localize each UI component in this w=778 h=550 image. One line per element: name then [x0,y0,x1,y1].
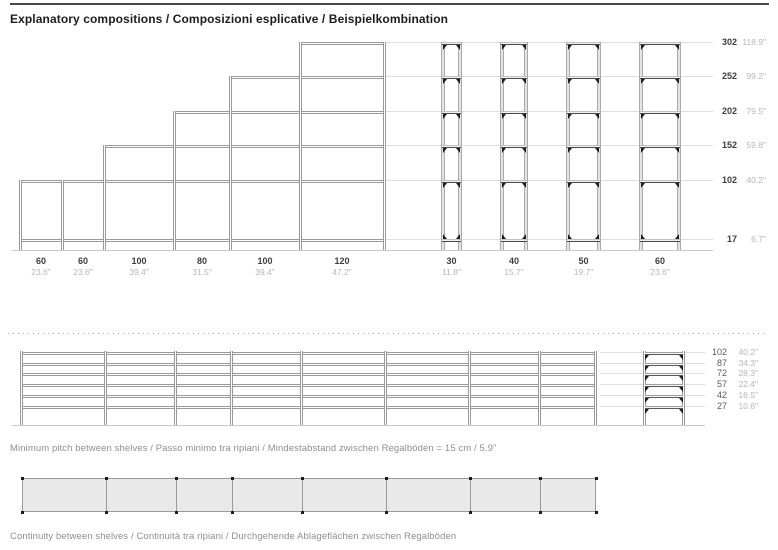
strip-divider [232,478,233,512]
height-label-inch: 16.5" [738,390,758,400]
corner-bracket-icon [645,376,649,381]
corner-bracket-icon [675,79,679,84]
height-label-cm: 302 [721,36,737,47]
width-label-cm: 60 [654,256,665,266]
corner-bracket-icon [568,45,572,50]
height-label-cm: 72 [716,368,727,378]
corner-bracket-icon [502,183,506,188]
corner-bracket-icon [522,45,526,50]
corner-bracket-icon [502,114,506,119]
shelf [174,239,230,242]
shelf [62,180,104,183]
strip-divider [302,478,303,512]
side-unit-shelf [645,373,683,376]
width-label-inch: 47.2" [332,267,352,277]
shelf [21,384,595,387]
height-label-cm: 152 [721,140,737,150]
post [384,351,387,426]
dotted-divider [8,333,766,334]
shelf [21,352,595,355]
page-title: Explanatory compositions / Composizioni esplicative / Beispielkombination [10,12,449,26]
post [173,111,176,251]
ground-line [12,250,713,251]
post [20,351,23,426]
corner-bracket-icon [522,114,526,119]
tower-shelf [640,111,680,114]
post [19,180,22,251]
shelf [174,180,230,183]
strip-divider [386,478,387,512]
corner-bracket-icon [641,183,645,188]
shelf [230,145,300,148]
width-label-inch: 39.4" [255,267,275,277]
strip-dot [301,511,304,514]
caption-continuity: Continuity between shelves / Continuità tra ripiani / Durchgehende Ablageflächen zwischen Regalböden [10,531,457,542]
tower-shelf [640,145,680,148]
caption-minimum-pitch: Minimum pitch between shelves / Passo minimo tra ripiani / Mindestabstand zwischen Regalböden = 15 cm / 5.9" [10,443,497,454]
strip-dot [21,477,24,480]
strip-dot [105,511,108,514]
width-label-cm: 120 [334,256,350,266]
shelf [62,239,104,242]
tower-shelf [640,76,680,79]
shelf [104,180,174,183]
post [383,42,386,251]
shelf [21,406,595,409]
width-label-cm: 60 [35,256,46,266]
height-label-inch: 6.7" [751,233,766,244]
width-label-inch: 11.8" [442,267,461,277]
strip-divider [470,478,471,512]
corner-bracket-icon [522,234,526,239]
shelf [300,76,384,79]
corner-bracket-icon [522,183,526,188]
height-label-inch: 40.2" [738,346,758,357]
corner-bracket-icon [595,114,599,119]
tower-shelf [442,239,461,242]
shelf [300,145,384,148]
width-label-cm: 100 [131,256,147,266]
corner-bracket-icon [443,79,447,84]
corner-bracket-icon [502,79,506,84]
post [594,351,597,426]
side-unit-shelf [645,384,683,387]
corner-bracket-icon [456,79,460,84]
shelf [21,363,595,366]
shelf [300,180,384,183]
side-unit-shelf [645,406,683,409]
tower-shelf [640,180,680,183]
height-label-cm: 17 [726,233,737,244]
strip-dot [469,477,472,480]
strip-dot [21,511,24,514]
strip-divider [106,478,107,512]
shelf [104,145,174,148]
tower-shelf [501,239,527,242]
post [104,351,107,426]
corner-bracket-icon [522,79,526,84]
width-label-inch: 23.6" [31,267,51,277]
corner-bracket-icon [443,45,447,50]
side-unit-shelf [645,395,683,398]
height-label-cm: 252 [721,71,737,81]
corner-bracket-icon [456,114,460,119]
height-label-cm: 87 [716,357,727,368]
width-label-cm: 100 [257,256,273,266]
shelf [300,42,384,45]
post [174,351,177,426]
corner-bracket-icon [641,45,645,50]
post [468,351,471,426]
post [230,351,233,426]
height-label-inch: 34.3" [738,357,758,368]
corner-bracket-icon [502,148,506,153]
height-label-inch: 99.2" [746,71,766,81]
width-label-cm: 40 [508,256,519,266]
tower-shelf [640,239,680,242]
corner-bracket-icon [443,148,447,153]
strip-dot [595,477,598,480]
strip-dot [231,477,234,480]
post [538,351,541,426]
strip-divider [540,478,541,512]
width-label-cm: 50 [578,256,589,266]
strip-dot [105,477,108,480]
strip-dot [385,511,388,514]
height-label-inch: 28.3" [738,368,758,378]
shelf [21,373,595,376]
strip-dot [469,511,472,514]
shelf [104,239,174,242]
strip-divider [176,478,177,512]
corner-bracket-icon [675,45,679,50]
corner-bracket-icon [595,234,599,239]
width-label-inch: 23.6" [73,267,93,277]
post [300,351,303,426]
width-label-cm: 80 [196,256,207,266]
corner-bracket-icon [502,234,506,239]
shelf [174,145,230,148]
corner-bracket-icon [641,234,645,239]
shelf [20,180,62,183]
strip-dot [231,511,234,514]
height-label-inch: 118.9" [742,36,766,47]
strip-dot [539,477,542,480]
shelf [21,395,595,398]
post [61,180,64,251]
height-label-inch: 79.5" [746,105,766,116]
corner-bracket-icon [568,79,572,84]
corner-bracket-icon [645,387,649,392]
corner-bracket-icon [502,45,506,50]
shelf [230,76,300,79]
strip-dot [539,511,542,514]
corner-bracket-icon [456,148,460,153]
width-label-inch: 15.7" [504,267,524,277]
shelf [300,111,384,114]
corner-bracket-icon [675,234,679,239]
ground-line [12,425,705,426]
corner-bracket-icon [456,45,460,50]
strip-dot [301,477,304,480]
corner-bracket-icon [675,148,679,153]
corner-bracket-icon [645,355,649,360]
corner-bracket-icon [456,234,460,239]
height-label-inch: 40.2" [746,174,766,185]
corner-bracket-icon [443,183,447,188]
corner-bracket-icon [595,148,599,153]
height-label-inch: 22.4" [738,379,758,389]
post [103,145,106,250]
corner-bracket-icon [641,114,645,119]
height-label-cm: 102 [721,174,737,185]
corner-bracket-icon [568,148,572,153]
width-label-inch: 39.4" [129,267,149,277]
corner-bracket-icon [522,148,526,153]
tower-shelf [567,239,600,242]
shelf [300,239,384,242]
corner-bracket-icon [568,234,572,239]
shelf [230,111,300,114]
height-label-cm: 42 [716,390,727,400]
side-unit-shelf [645,363,683,366]
corner-bracket-icon [641,148,645,153]
corner-bracket-icon [595,183,599,188]
corner-bracket-icon [595,79,599,84]
height-label-cm: 102 [711,346,727,357]
continuity-strip [22,478,596,512]
width-label-cm: 60 [77,256,88,266]
corner-bracket-icon [456,183,460,188]
corner-bracket-icon [568,114,572,119]
shelf [230,239,300,242]
corner-bracket-icon [675,183,679,188]
width-label-inch: 23.6" [650,267,670,277]
width-label-inch: 31.5" [192,267,212,277]
height-label-cm: 27 [716,400,727,411]
corner-bracket-icon [675,114,679,119]
corner-bracket-icon [595,45,599,50]
height-label-cm: 57 [716,379,727,389]
width-label-inch: 19.7" [573,267,594,277]
post [299,42,302,251]
side-unit-shelf [645,352,683,355]
tower-shelf [640,42,680,45]
shelf [174,111,230,114]
corner-bracket-icon [568,183,572,188]
height-label-cm: 202 [721,105,737,116]
corner-bracket-icon [443,114,447,119]
strip-dot [175,477,178,480]
corner-bracket-icon [645,409,649,414]
post [229,76,232,250]
height-label-inch: 59.8" [746,140,766,150]
strip-dot [385,477,388,480]
shelf [230,180,300,183]
strip-dot [175,511,178,514]
width-label-cm: 30 [446,256,457,266]
corner-bracket-icon [645,366,649,371]
corner-bracket-icon [443,234,447,239]
height-label-inch: 10.6" [738,400,758,411]
corner-bracket-icon [641,79,645,84]
corner-bracket-icon [645,398,649,403]
strip-dot [595,511,598,514]
shelf [20,239,62,242]
